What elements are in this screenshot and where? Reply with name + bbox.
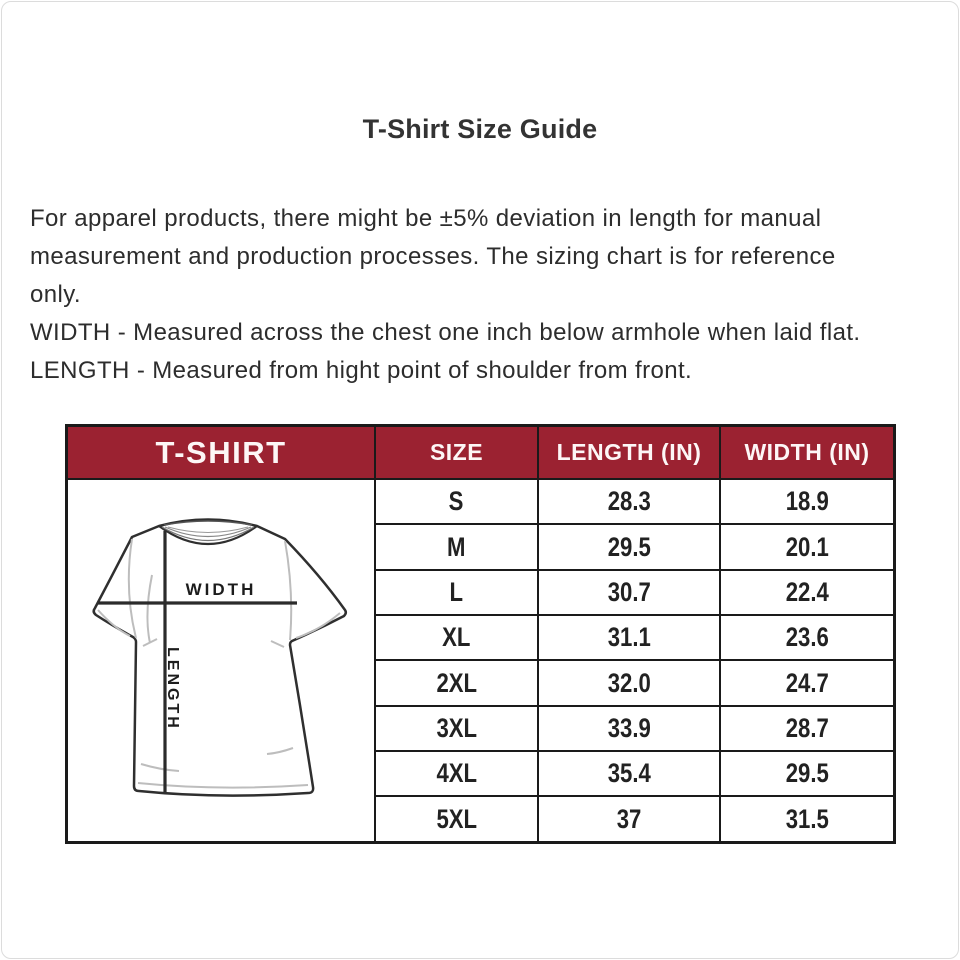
width-value: 23.6 xyxy=(785,622,829,653)
description-line: only. xyxy=(30,281,81,308)
length-cell xyxy=(539,525,719,568)
width-value: 20.1 xyxy=(785,531,829,562)
tshirt-outline xyxy=(94,520,346,796)
size-value: XL xyxy=(442,622,471,653)
length-value: 35.4 xyxy=(607,758,651,789)
size-cell xyxy=(376,571,537,614)
length-cell xyxy=(539,752,719,795)
tshirt-illustration xyxy=(68,480,374,840)
length-value: 29.5 xyxy=(607,531,651,562)
length-cell xyxy=(539,661,719,704)
length-value: 28.3 xyxy=(607,486,651,517)
size-value: L xyxy=(449,576,464,607)
tshirt-diagram-cell xyxy=(68,480,374,841)
page-title: T-Shirt Size Guide xyxy=(362,114,598,144)
size-value: 2XL xyxy=(436,667,477,698)
table-header-width: WIDTH (IN) xyxy=(721,427,893,478)
size-value: 4XL xyxy=(436,758,477,789)
length-value: 33.9 xyxy=(607,712,651,743)
width-cell xyxy=(721,707,893,750)
size-value: 5XL xyxy=(436,803,477,834)
width-cell xyxy=(721,616,893,659)
table-header-product: T-SHIRT xyxy=(68,427,374,478)
length-cell xyxy=(539,707,719,750)
width-cell xyxy=(721,480,893,523)
width-value: 24.7 xyxy=(785,667,829,698)
width-cell xyxy=(721,525,893,568)
table-header-length: LENGTH (IN) xyxy=(539,427,719,478)
table-header-size: SIZE xyxy=(376,427,537,478)
length-cell xyxy=(539,571,719,614)
width-cell xyxy=(721,661,893,704)
description xyxy=(30,200,930,390)
length-value: 37 xyxy=(616,803,642,834)
length-cell xyxy=(539,616,719,659)
width-value: 28.7 xyxy=(785,712,829,743)
size-table xyxy=(65,424,896,844)
width-cell xyxy=(721,752,893,795)
width-label: WIDTH xyxy=(185,580,257,600)
length-value: 30.7 xyxy=(607,576,651,607)
description-line: WIDTH - Measured across the chest one inch below armhole when laid flat. xyxy=(30,319,861,346)
width-cell xyxy=(721,797,893,840)
size-value: S xyxy=(449,486,464,517)
width-cell xyxy=(721,571,893,614)
description-line: LENGTH - Measured from hight point of shoulder from front. xyxy=(30,357,693,384)
width-value: 22.4 xyxy=(785,576,829,607)
length-cell xyxy=(539,480,719,523)
size-cell xyxy=(376,616,537,659)
size-cell xyxy=(376,480,537,523)
width-value: 18.9 xyxy=(785,486,829,517)
size-cell xyxy=(376,525,537,568)
width-value: 29.5 xyxy=(785,758,829,789)
size-value: 3XL xyxy=(436,712,477,743)
size-cell xyxy=(376,707,537,750)
length-cell xyxy=(539,797,719,840)
size-cell xyxy=(376,752,537,795)
size-cell xyxy=(376,661,537,704)
length-value: 31.1 xyxy=(607,622,651,653)
length-label: LENGTH xyxy=(164,647,181,732)
size-cell xyxy=(376,797,537,840)
description-line: measurement and production processes. The sizing chart is for reference xyxy=(30,243,836,270)
length-value: 32.0 xyxy=(607,667,651,698)
width-value: 31.5 xyxy=(785,803,829,834)
size-value: M xyxy=(447,531,466,562)
description-line: For apparel products, there might be ±5% deviation in length for manual xyxy=(30,205,822,232)
